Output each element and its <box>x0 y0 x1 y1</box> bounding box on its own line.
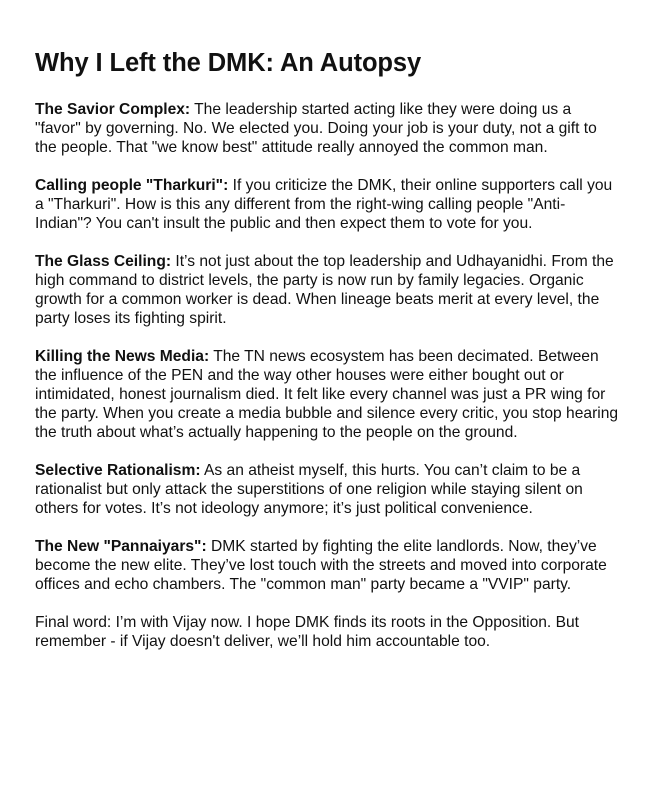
section-text: The TN news ecosystem has been decimated. Between the influence of the PEN and the way other houses were either bought out or intimidated, honest journalism died. It felt like every channel was just a PR wing for the party. When you create a media bubble and silence every critic, you stop hearing the truth about what’s actually happening to the people on the ground. <box>35 348 619 441</box>
section-savior-complex <box>35 100 620 157</box>
section-text: As an atheist myself, this hurts. You can’t claim to be a rationalist but only attack the superstitions of one religion while staying silent on others for votes. It’s not ideology anymore; it’s just political convenience. <box>35 462 583 517</box>
section-text: The leadership started acting like they were doing us a "favor" by governing. No. We elected you. Doing your job is your duty, not a gift to the people. That "we know best" attitude really annoyed the common man. <box>35 101 597 156</box>
section-new-pannaiyars <box>35 537 620 594</box>
section-text: It’s not just about the top leadership and Udhayanidhi. From the high command to district levels, the party is now run by family legacies. Organic growth for a common worker is dead. When lineage beats merit at every level, the party loses its fighting spirit. <box>35 253 614 327</box>
section-heading: The New "Pannaiyars": <box>35 538 207 555</box>
section-heading: The Glass Ceiling: <box>35 253 172 270</box>
section-selective-rationalism <box>35 461 620 518</box>
section-calling-people-tharkuri <box>35 176 620 233</box>
closing-paragraph: Final word: I’m with Vijay now. I hope DMK finds its roots in the Opposition. But remember - if Vijay doesn't deliver, we’ll hold him accountable too. <box>35 614 580 650</box>
section-heading: Killing the News Media: <box>35 348 210 365</box>
section-heading: The Savior Complex: <box>35 101 191 118</box>
section-glass-ceiling <box>35 252 620 328</box>
section-heading: Selective Rationalism: <box>35 462 201 479</box>
section-text: DMK started by fighting the elite landlords. Now, they’ve become the new elite. They’ve lost touch with the streets and moved into corporate offices and echo chambers. The "common man" party became a "VVIP" party. <box>35 538 607 593</box>
section-killing-news-media <box>35 347 620 442</box>
article-title: Why I Left the DMK: An Autopsy <box>35 49 422 77</box>
section-text: If you criticize the DMK, their online supporters call you a "Tharkuri". How is this any different from the right-wing calling people "Anti-Indian"? You can't insult the public and then expect them to vote for you. <box>35 177 613 232</box>
section-heading: Calling people "Tharkuri": <box>35 177 229 194</box>
